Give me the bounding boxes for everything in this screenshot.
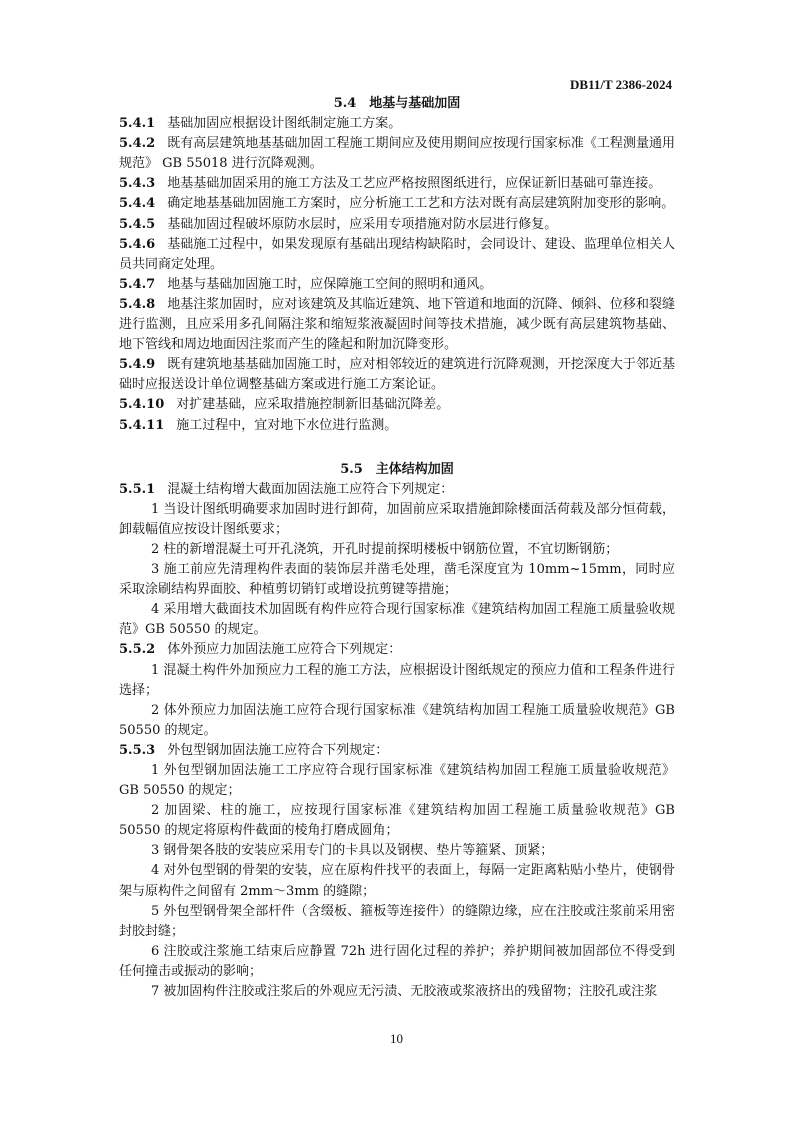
clause-number: 5.4.1 [119,116,156,132]
clause-5-5-2 [119,640,675,660]
item-text: 注胶或注浆施工结束后应静置 72h 进行固化过程的养护；养护期间被加固部位不得受到任何撞击或振动的影响； [119,943,675,979]
section-title-5-5: 5.5 主体结构加固 [340,461,454,477]
item-number: 5 [151,903,160,919]
clause-text: 既有高层建筑地基基础加固工程施工期间应及使用期间应按现行国家标准《工程测量通用规范》 GB 55018 进行沉降观测。 [119,136,675,172]
clause-number: 5.5.1 [119,481,156,497]
item-number: 4 [151,602,160,618]
item-text: 体外预应力加固法施工应符合现行国家标准《建筑结构加固工程施工质量验收规范》GB 50550 的规定。 [119,702,675,738]
clause-text: 基础加固过程破坏原防水层时，应采用专项措施对防水层进行修复。 [167,216,558,232]
item-text: 对外包型钢的骨架的安装，应在原构件找平的表面上，每隔一定距离粘贴小垫片，使钢骨架与原构件之间留有 2mm～3mm 的缝隙； [119,863,675,899]
item-text: 钢骨架各肢的安装应采用专门的卡具以及钢楔、垫片等箍紧、顶紧； [163,843,554,859]
item-text: 采用增大截面技术加固既有构件应符合现行国家标准《建筑结构加固工程施工质量验收规范》GB 50550 的规定。 [119,602,675,638]
clause-text: 地基基础加固采用的施工方法及工艺应严格按照图纸进行，应保证新旧基础可靠连接。 [167,176,662,192]
item-number: 1 [151,662,160,678]
item-number: 1 [151,501,160,517]
item-text: 当设计图纸明确要求加固时进行卸荷，加固前应采取措施卸除楼面活荷载及部分恒荷载，卸载幅值应按设计图纸要求； [119,501,675,537]
list-item [119,982,675,1002]
clause-number: 5.4.8 [119,296,156,312]
clause-number: 5.4.11 [119,417,165,433]
clause-text: 混凝土结构增大截面加固法施工应符合下列规定： [167,481,454,497]
list-item [119,761,675,801]
item-text: 被加固构件注胶或注浆后的外观应无污渍、无胶液或浆液挤出的残留物；注胶孔或注浆 [163,984,658,1000]
clause-text: 基础加固应根据设计图纸制定施工方案。 [167,116,402,132]
list-item [119,801,675,841]
clause-number: 5.4.6 [119,236,156,252]
item-number: 1 [151,763,160,778]
clause-number: 5.4.3 [119,176,156,192]
clause-number: 5.4.9 [119,357,156,373]
page-number: 10 [390,1031,403,1046]
item-number: 2 [151,541,160,557]
clause-5-4-5 [119,215,675,235]
clause-number: 5.4.10 [119,397,165,413]
section-spacer [119,436,675,460]
item-number: 4 [151,863,160,879]
item-text: 施工前应先清理构件表面的装饰层并凿毛处理，凿毛深度宜为 10mm~15mm，同时应采取涂刷结构界面胶、种植剪切销钉或增设抗剪键等措施； [119,562,675,598]
list-item [119,902,675,942]
clause-5-5-1 [119,480,675,500]
clause-5-4-10 [119,395,675,415]
clause-text: 基础施工过程中，如果发现原有基础出现结构缺陷时，会同设计、建设、监理单位相关人员共同商定处理。 [119,236,675,272]
clause-text: 地基与基础加固施工时，应保障施工空间的照明和通风。 [167,276,493,292]
clause-number: 5.4.7 [119,276,156,292]
clause-5-4-8 [119,295,675,355]
clause-text: 施工过程中，宜对地下水位进行监测。 [176,417,398,433]
list-item [119,701,675,741]
clause-5-4-11 [119,416,675,436]
clause-text: 地基注浆加固时，应对该建筑及其临近建筑、地下管道和地面的沉降、倾斜、位移和裂缝进行监测，且应采用多孔间隔注浆和缩短浆液凝固时间等技术措施，减少既有高层建筑物基础、地下管线和周边地面因注浆而产生的隆起和附加沉降变形。 [119,296,675,353]
clause-text: 对扩建基础，应采取措施控制新旧基础沉降差。 [176,397,450,413]
clause-number: 5.4.2 [119,136,156,152]
clause-number: 5.5.2 [119,642,156,658]
item-number: 2 [151,803,160,819]
document-code: DB11/T 2386-2024 [570,77,672,92]
item-number: 3 [151,562,160,578]
clause-number: 5.4.5 [119,216,156,232]
clause-text: 既有建筑地基基础加固施工时，应对相邻较近的建筑进行沉降观测，开挖深度大于邻近基础时应报送设计单位调整基础方案或进行施工方案论证。 [119,357,675,393]
list-item [119,661,675,701]
clause-number: 5.5.3 [119,742,156,758]
list-item [119,841,675,861]
section-title-5-4: 5.4 地基与基础加固 [333,96,461,111]
item-number: 2 [151,702,160,718]
item-text: 柱的新增混凝土可开孔浇筑，开孔时提前探明楼板中钢筋位置，不宜切断钢筋； [163,541,619,557]
clause-text: 体外预应力加固法施工应符合下列规定： [167,642,402,658]
item-number: 7 [151,984,160,1000]
clause-text: 外包型钢加固法施工应符合下列规定： [167,742,389,758]
clause-5-4-3 [119,174,675,194]
list-item [119,942,675,982]
item-number: 3 [151,843,160,859]
item-text: 混凝土构件外加预应力工程的施工方法，应根据设计图纸规定的预应力值和工程条件进行选择； [119,662,675,698]
clause-5-4-1 [119,114,675,134]
clause-number: 5.4.4 [119,196,156,212]
list-item [119,500,675,540]
item-text: 加固梁、柱的施工，应按现行国家标准《建筑结构加固工程施工质量验收规范》GB 50550 的规定将原构件截面的棱角打磨成圆角； [119,803,675,839]
list-item [119,600,675,640]
item-text: 外包型钢加固法施工工序应符合现行国家标准《建筑结构加固工程施工质量验收规范》GB 50550 的规定； [119,763,675,799]
clause-5-4-4 [119,194,675,214]
clause-text: 确定地基基础加固施工方案时，应分析施工工艺和方法对既有高层建筑附加变形的影响。 [167,196,675,212]
list-item [119,540,675,560]
clause-5-5-3 [119,741,675,761]
clause-5-4-7 [119,275,675,295]
page-content [119,94,675,1002]
clause-5-4-9 [119,355,675,395]
item-number: 6 [151,943,160,959]
list-item [119,861,675,901]
item-text: 外包型钢骨架全部杆件（含缀板、箍板等连接件）的缝隙边缘，应在注胶或注浆前采用密封胶封缝； [119,903,675,939]
clause-5-4-6 [119,235,675,275]
list-item [119,560,675,600]
clause-5-4-2 [119,134,675,174]
